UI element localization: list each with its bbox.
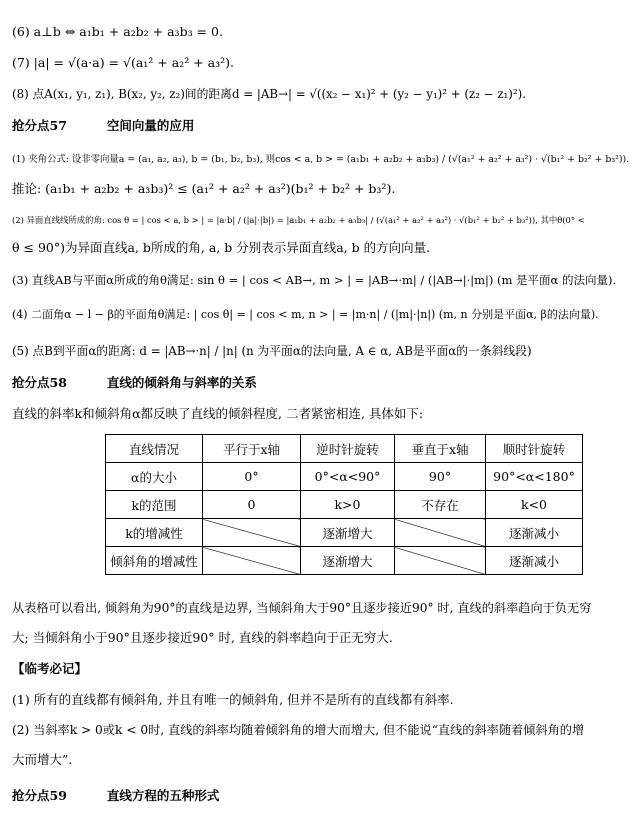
row-label: k的范围 <box>106 491 203 519</box>
text-line: 大; 当倾斜角小于90°且逐步接近90° 时, 直线的斜率趋向于正无穷大. <box>12 630 393 645</box>
heading-number: 抢分点59 <box>12 788 67 803</box>
table-row <box>106 519 583 547</box>
diagonal-slash-cell <box>395 519 486 547</box>
diagonal-slash-cell <box>203 547 301 575</box>
table-row <box>106 463 583 491</box>
text-line: (2) 异面直线线所成的角: cos θ = | cos < a, b > | = |a·b| / (|a|·|b|) = |a₁b₁ + a₂b₂ + a₃b₃| / (√(a₁² + a₂² + a₃²) · √(b₁² + b₂² + b₃²)), 其中θ(0° < <box>12 215 585 225</box>
table-row <box>106 491 583 519</box>
text-line: (2) 当斜率k > 0或k < 0时, 直线的斜率均随着倾斜角的增大而增大, 但不能说“直线的斜率随着倾斜角的增 <box>12 723 585 737</box>
table-cell: 不存在 <box>395 491 486 519</box>
text-line: θ ≤ 90°)为异面直线a, b所成的角, a, b 分别表示异面直线a, b 的方向向量. <box>12 240 431 255</box>
header-cell: 垂直于x轴 <box>395 435 486 463</box>
table-cell: 逐渐增大 <box>301 547 395 575</box>
row-label: α的大小 <box>106 463 203 491</box>
diagonal-slash-cell <box>395 547 486 575</box>
text-line: (5) 点B到平面α的距离: d = |AB→·n| / |n| (n 为平面α的法向量, A ∈ α, AB是平面α的一条斜线段) <box>12 344 532 358</box>
text-line: 推论: (a₁b₁ + a₂b₂ + a₃b₃)² ≤ (a₁² + a₂² + a₃²)(b₁² + b₂² + b₃²). <box>12 181 396 196</box>
text-line: (1) 夹角公式: 设非零向量a = (a₁, a₂, a₃), b = (b₁, b₂, b₃), 则cos < a, b > = (a₁b₁ + a₂b₂ + a₃b₃) / (√(a₁² + a₂² + a₃²) · √(b₁² + b₂² + b₃²)). <box>12 154 630 165</box>
diagonal-slash-cell <box>203 519 301 547</box>
table-cell: 逐渐减小 <box>486 547 583 575</box>
section-heading-57 <box>12 118 194 134</box>
text-line: (8) 点A(x₁, y₁, z₁), B(x₂, y₂, z₂)间的距离d = |AB→| = √((x₂ − x₁)² + (y₂ − y₁)² + (z₂ − z₁)²). <box>12 87 526 101</box>
heading-title: 直线的倾斜角与斜率的关系 <box>106 375 257 390</box>
heading-number: 抢分点58 <box>12 375 67 390</box>
row-label: 倾斜角的增减性 <box>106 547 203 575</box>
text-line: 从表格可以看出, 倾斜角为90°的直线是边界, 当倾斜角大于90°且逐步接近90° 时, 直线的斜率趋向于负无穷 <box>12 601 592 615</box>
header-cell: 逆时针旋转 <box>301 435 395 463</box>
text-line: (7) |a| = √(a·a) = √(a₁² + a₂² + a₃²). <box>12 55 234 70</box>
table-cell: k>0 <box>301 491 395 519</box>
table-row <box>106 547 583 575</box>
table-cell: 逐渐减小 <box>486 519 583 547</box>
table-cell: 90°<α<180° <box>486 463 583 491</box>
table-cell: 0 <box>203 491 301 519</box>
heading-number: 抢分点57 <box>12 118 67 133</box>
heading-title: 空间向量的应用 <box>106 118 195 133</box>
table-cell: 90° <box>395 463 486 491</box>
section-heading-59 <box>12 788 219 804</box>
slope-angle-table <box>105 434 583 575</box>
header-cell: 平行于x轴 <box>203 435 301 463</box>
section-heading-58 <box>12 375 257 391</box>
text-line: (6) a⊥b ⇔ a₁b₁ + a₂b₂ + a₃b₃ = 0. <box>12 24 223 39</box>
header-cell: 顺时针旋转 <box>486 435 583 463</box>
text-line: (1) 所有的直线都有倾斜角, 并且有唯一的倾斜角, 但并不是所有的直线都有斜率. <box>12 692 454 707</box>
table-cell: 0°<α<90° <box>301 463 395 491</box>
header-cell: 直线情况 <box>106 435 203 463</box>
text-line: 直线的斜率k和倾斜角α都反映了直线的倾斜程度, 二者紧密相连, 具体如下: <box>12 406 424 421</box>
text-line: 大而增大”. <box>12 752 73 767</box>
memo-heading: 【临考必记】 <box>12 661 88 676</box>
table-cell: 0° <box>203 463 301 491</box>
text-line: (4) 二面角α − l − β的平面角θ满足: | cos θ| = | cos < m, n > | = |m·n| / (|m|·|n|) (m, n 分别是平面α, β的法向量). <box>12 308 599 321</box>
row-label: k的增减性 <box>106 519 203 547</box>
heading-title: 直线方程的五种形式 <box>106 788 220 803</box>
text-line: (3) 直线AB与平面α所成的角θ满足: sin θ = | cos < AB→, m > | = |AB→·m| / (|AB→|·|m|) (m 是平面α 的法向量). <box>12 273 617 287</box>
table-cell: k<0 <box>486 491 583 519</box>
table-cell: 逐渐增大 <box>301 519 395 547</box>
table-header-row <box>106 435 583 463</box>
